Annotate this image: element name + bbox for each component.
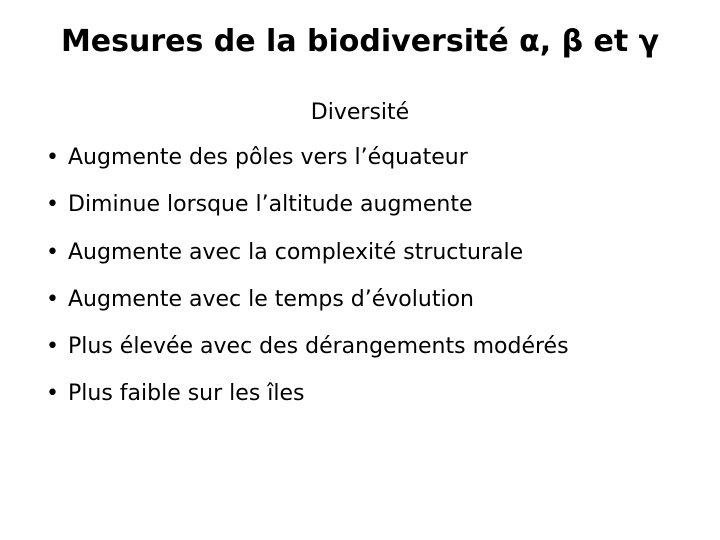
list-item [46,190,569,220]
list-item-text: Augmente avec le temps d’évolution [68,286,474,312]
list-item-text: Diminue lorsque l’altitude augmente [68,192,473,218]
bullet-icon: • [46,334,59,360]
list-item [46,332,569,362]
list-item [46,238,569,268]
list-item-text: Plus élevée avec des dérangements modérés [68,334,569,360]
list-item [46,285,569,315]
list-item [46,379,569,409]
section-heading: Diversité [310,100,410,125]
list-item-text: Augmente avec la complexité structurale [68,239,524,265]
list-item-text: Augmente des pôles vers l’équateur [68,145,468,170]
list-item-text: Plus faible sur les îles [68,381,305,407]
list-item [46,143,569,173]
bullet-icon: • [46,145,59,170]
bullet-icon: • [46,192,59,218]
bullet-icon: • [46,381,59,407]
bullet-list [46,143,569,427]
bullet-icon: • [46,286,59,312]
bullet-icon: • [46,239,59,265]
slide-title: Mesures de la biodiversité α, β et γ [60,24,660,59]
